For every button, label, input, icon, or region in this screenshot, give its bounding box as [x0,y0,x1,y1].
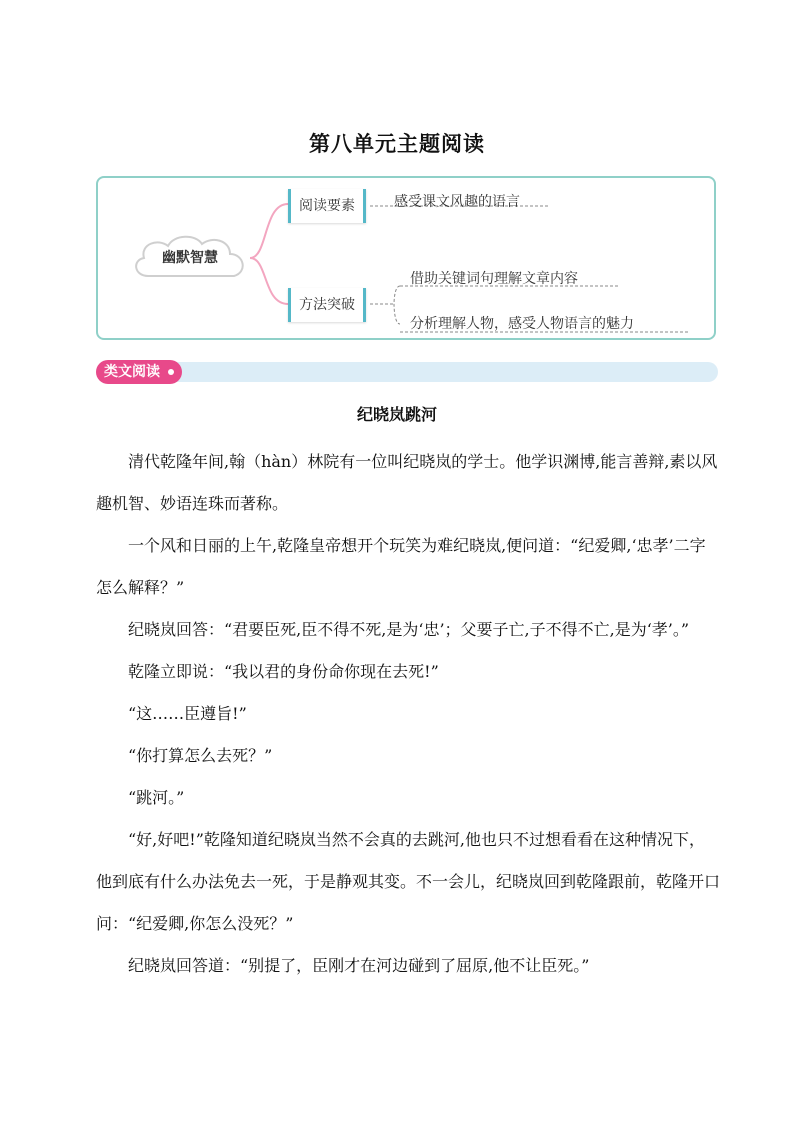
paragraph: 清代乾隆年间,翰（hàn）林院有一位叫纪晓岚的学士。他学识渊博,能言善辩,素以风趣机智、妙语连珠而著称。 [96,452,718,513]
section-bar [96,362,718,382]
paragraph: “这……臣遵旨!” [128,704,247,723]
paragraph: “你打算怎么去死？” [128,746,273,765]
paragraph: “跳河。” [128,788,185,807]
mind-map-node-reading: 阅读要素 [288,189,366,223]
paragraph: 乾隆立即说：“我以君的身份命你现在去死!” [128,662,439,681]
mind-map [96,176,716,340]
page-title: 第八单元主题阅读 [309,132,485,156]
bullet-dot-icon [168,369,174,375]
mind-map-leaf: 感受课文风趣的语言 [394,194,520,210]
mind-map-leaf: 分析理解人物，感受人物语言的魅力 [410,316,634,332]
mind-map-center: 幽默智慧 [162,250,218,266]
article-title: 纪晓岚跳河 [356,405,437,424]
section-tag [96,360,182,384]
section-tag-label: 类文阅读 [104,364,160,380]
paragraph: 纪晓岚回答：“君要臣死,臣不得不死,是为‘忠’；父要子亡,子不得不亡,是为‘孝’。” [128,620,690,639]
mind-map-node-method: 方法突破 [288,288,366,322]
mind-map-leaf: 借助关键词句理解文章内容 [410,271,578,287]
article-body [96,441,720,987]
paragraph: 纪晓岚回答道：“别提了，臣刚才在河边碰到了屈原,他不让臣死。” [128,956,590,975]
paragraph: 一个风和日丽的上午,乾隆皇帝想开个玩笑为难纪晓岚,便问道：“纪爱卿,‘忠孝’二字怎么解释？” [96,536,706,597]
paragraph: “好,好吧!”乾隆知道纪晓岚当然不会真的去跳河,他也只不过想看看在这种情况下，他到底有什么办法免去一死，于是静观其变。不一会儿，纪晓岚回到乾隆跟前，乾隆开口问：“纪爱卿,你怎么没死？” [96,830,721,933]
